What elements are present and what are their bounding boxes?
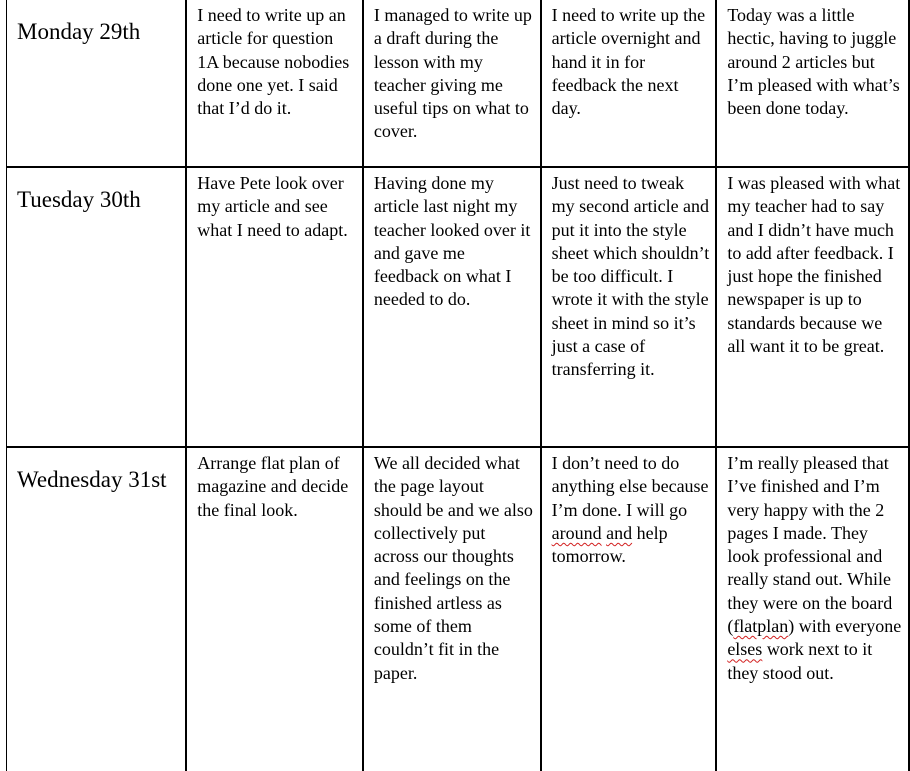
spellcheck-mark: around — [551, 522, 602, 543]
entry-cell: Have Pete look over my article and see what I need to adapt. — [186, 167, 363, 447]
entry-cell: I need to write up the article overnight and hand it in for feedback the next day. — [541, 0, 717, 167]
diary-row-tuesday — [7, 167, 910, 447]
entry-cell: Arrange flat plan of magazine and decide the final look. — [186, 447, 363, 771]
entry-cell: I’m really pleased that I’ve finished and I’m very happy with the 2 pages I made. They look professional and really stand out. While they were on the board (flatplan) with everyone elses work next to it they stood out. — [716, 447, 909, 771]
day-cell: Wednesday 31st — [7, 447, 187, 771]
spellcheck-mark: and — [606, 522, 633, 543]
day-cell: Monday 29th — [7, 0, 187, 167]
entry-cell: We all decided what the page layout should be and we also collectively put across our thoughts and feelings on the finished artless as some of them couldn’t fit in the paper. — [363, 447, 541, 771]
spellcheck-mark: elses — [727, 639, 763, 660]
diary-row-monday — [7, 0, 910, 167]
entry-cell: Having done my article last night my teacher looked over it and gave me feedback on what I needed to do. — [363, 167, 541, 447]
entry-cell: I don’t need to do anything else because I’m done. I will go around and help tomorrow. — [541, 447, 717, 771]
entry-cell: I managed to write up a draft during the lesson with my teacher giving me useful tips on what to cover. — [363, 0, 541, 167]
entry-cell: Just need to tweak my second article and put it into the style sheet which shouldn’t be too difficult. I wrote it with the style sheet in mind so it’s just a case of transferring it. — [541, 167, 717, 447]
diary-table — [6, 0, 910, 771]
entry-cell: Today was a little hectic, having to juggle around 2 articles but I’m pleased with what’s been done today. — [716, 0, 909, 167]
day-cell: Tuesday 30th — [7, 167, 187, 447]
diary-row-wednesday — [7, 447, 910, 771]
entry-cell: I need to write up an article for question 1A because nobodies done one yet. I said that I’d do it. — [186, 0, 363, 167]
spellcheck-mark: flatplan — [733, 616, 789, 637]
entry-cell: I was pleased with what my teacher had to say and I didn’t have much to add after feedback. I just hope the finished newspaper is up to standards because we all want it to be great. — [716, 167, 909, 447]
